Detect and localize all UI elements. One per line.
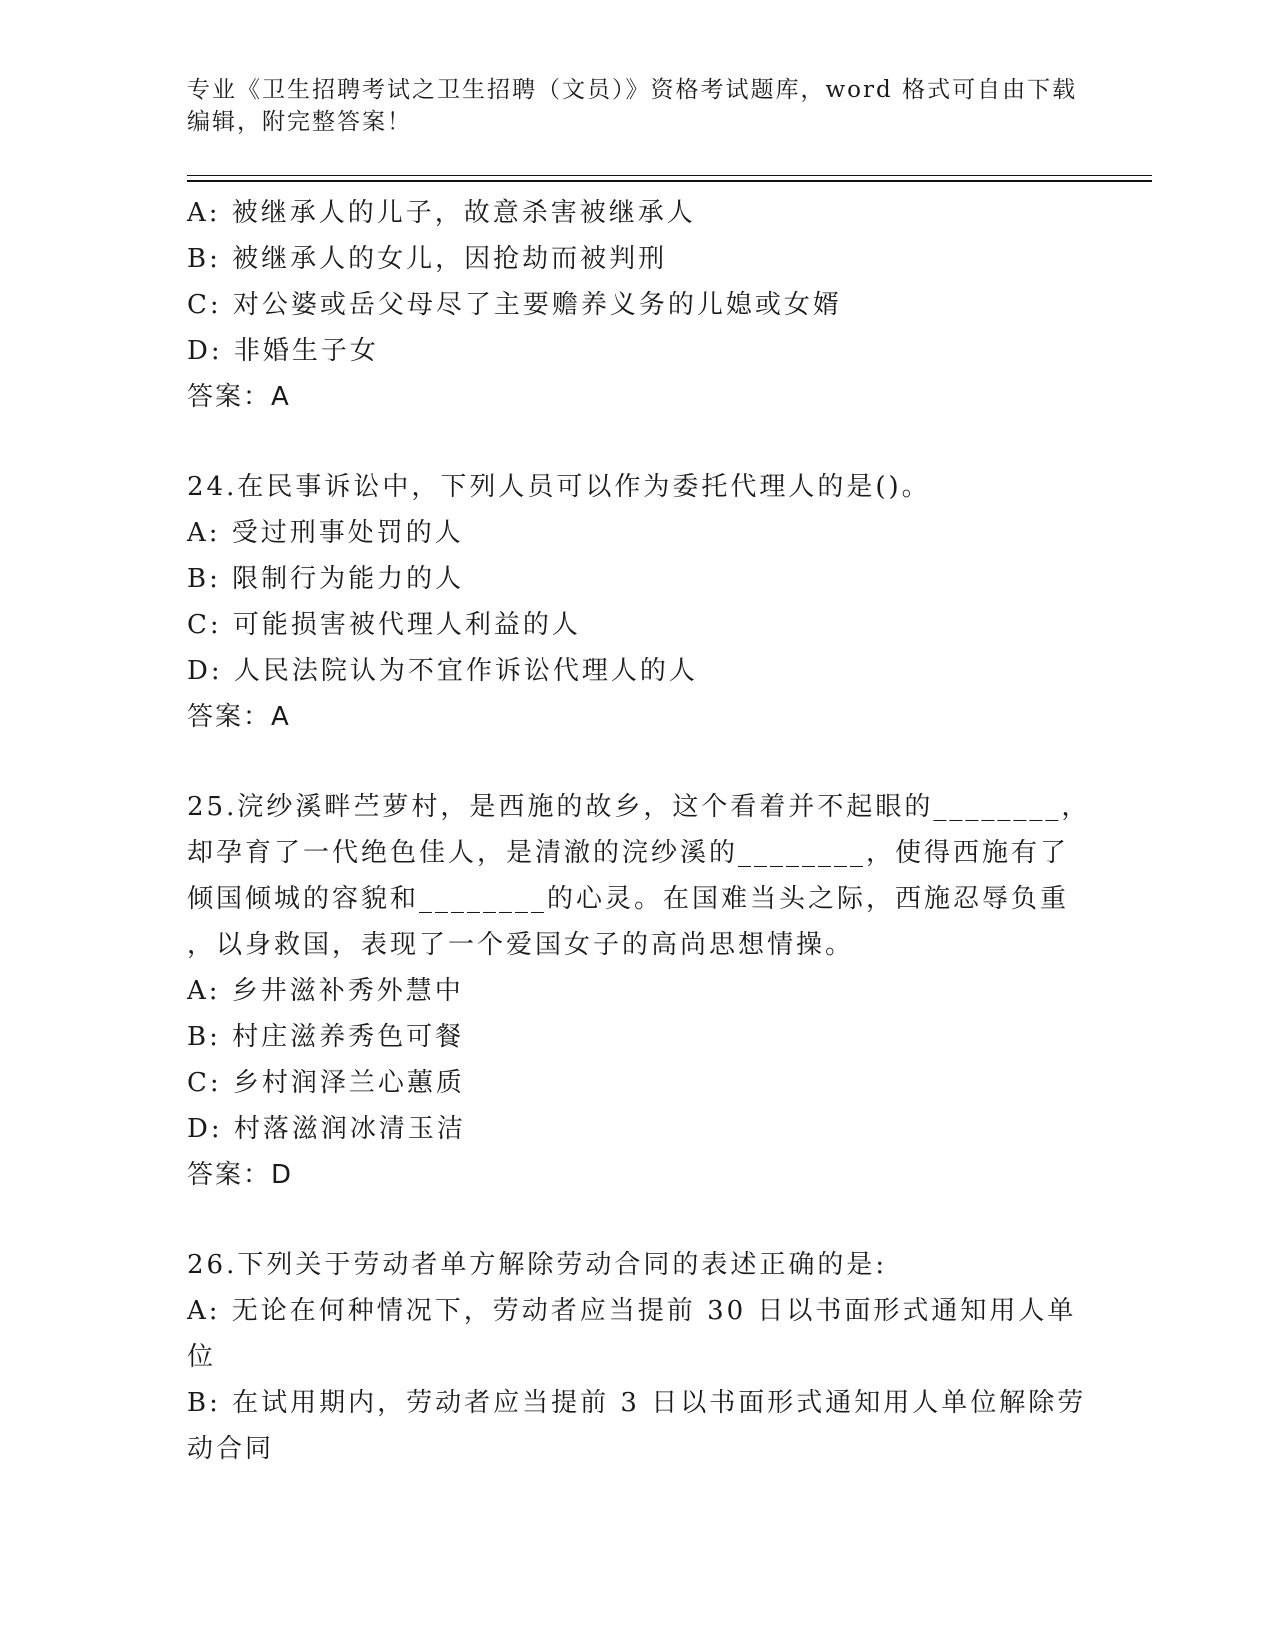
question-25	[187, 784, 1091, 1198]
question-content	[187, 190, 1091, 1472]
q24-stem: 24.在民事诉讼中，下列人员可以作为委托代理人的是()。	[187, 472, 931, 502]
spacer	[187, 1198, 1087, 1242]
q26-option-b-line-1: B: 在试用期内，劳动者应当提前 3 日以书面形式通知用人单位解除劳	[187, 1388, 1087, 1418]
spacer	[187, 740, 1087, 784]
q24-option-b: B: 限制行为能力的人	[187, 564, 465, 594]
q26-option-b-line-2: 动合同	[187, 1434, 275, 1464]
spacer	[187, 420, 1087, 464]
q25-stem-line-3: 倾国倾城的容貌和________的心灵。在国难当头之际，西施忍辱负重	[187, 884, 1070, 914]
q24-answer: 答案：A	[187, 702, 291, 732]
q24-option-c: C: 可能损害被代理人利益的人	[187, 610, 581, 640]
q25-stem-line-4: ，以身救国，表现了一个爱国女子的高尚思想情操。	[187, 930, 855, 960]
q25-option-b: B: 村庄滋养秀色可餐	[187, 1022, 465, 1052]
document-header	[187, 74, 1087, 138]
q25-answer: 答案：D	[187, 1160, 294, 1190]
q25-option-a: A: 乡井滋补秀外慧中	[187, 976, 464, 1006]
q26-stem: 26.下列关于劳动者单方解除劳动合同的表述正确的是:	[187, 1250, 888, 1280]
question-23	[187, 190, 1087, 420]
question-24	[187, 464, 1087, 740]
q24-option-a: A: 受过刑事处罚的人	[187, 518, 464, 548]
header-line-2: 编辑，附完整答案！	[187, 109, 412, 135]
q25-stem-line-2: 却孕育了一代绝色佳人，是清澈的浣纱溪的________，使得西施有了	[187, 838, 1070, 868]
q23-option-c: C: 对公婆或岳父母尽了主要赡养义务的儿媳或女婿	[187, 290, 842, 320]
q25-option-d: D: 村落滋润冰清玉洁	[187, 1114, 466, 1144]
q25-option-c: C: 乡村润泽兰心蕙质	[187, 1068, 465, 1098]
header-rule-thick	[187, 180, 1152, 182]
q25-stem-line-1: 25.浣纱溪畔苎萝村，是西施的故乡，这个看着并不起眼的________，	[187, 792, 1091, 822]
q26-option-a-line-2: 位	[187, 1342, 217, 1372]
q23-answer: 答案：A	[187, 382, 291, 412]
header-rule-thin	[187, 175, 1152, 176]
q26-option-a-line-1: A: 无论在何种情况下，劳动者应当提前 30 日以书面形式通知用人单	[187, 1296, 1077, 1326]
q23-option-d: D: 非婚生子女	[187, 336, 379, 366]
q23-option-b: B: 被继承人的女儿，因抢劫而被判刑	[187, 244, 668, 274]
q24-option-d: D: 人民法院认为不宜作诉讼代理人的人	[187, 656, 698, 686]
header-line-1: 专业《卫生招聘考试之卫生招聘（文员）》资格考试题库，word 格式可自由下载	[187, 77, 1078, 103]
q23-option-a: A: 被继承人的儿子，故意杀害被继承人	[187, 198, 696, 228]
question-26	[187, 1242, 1087, 1472]
